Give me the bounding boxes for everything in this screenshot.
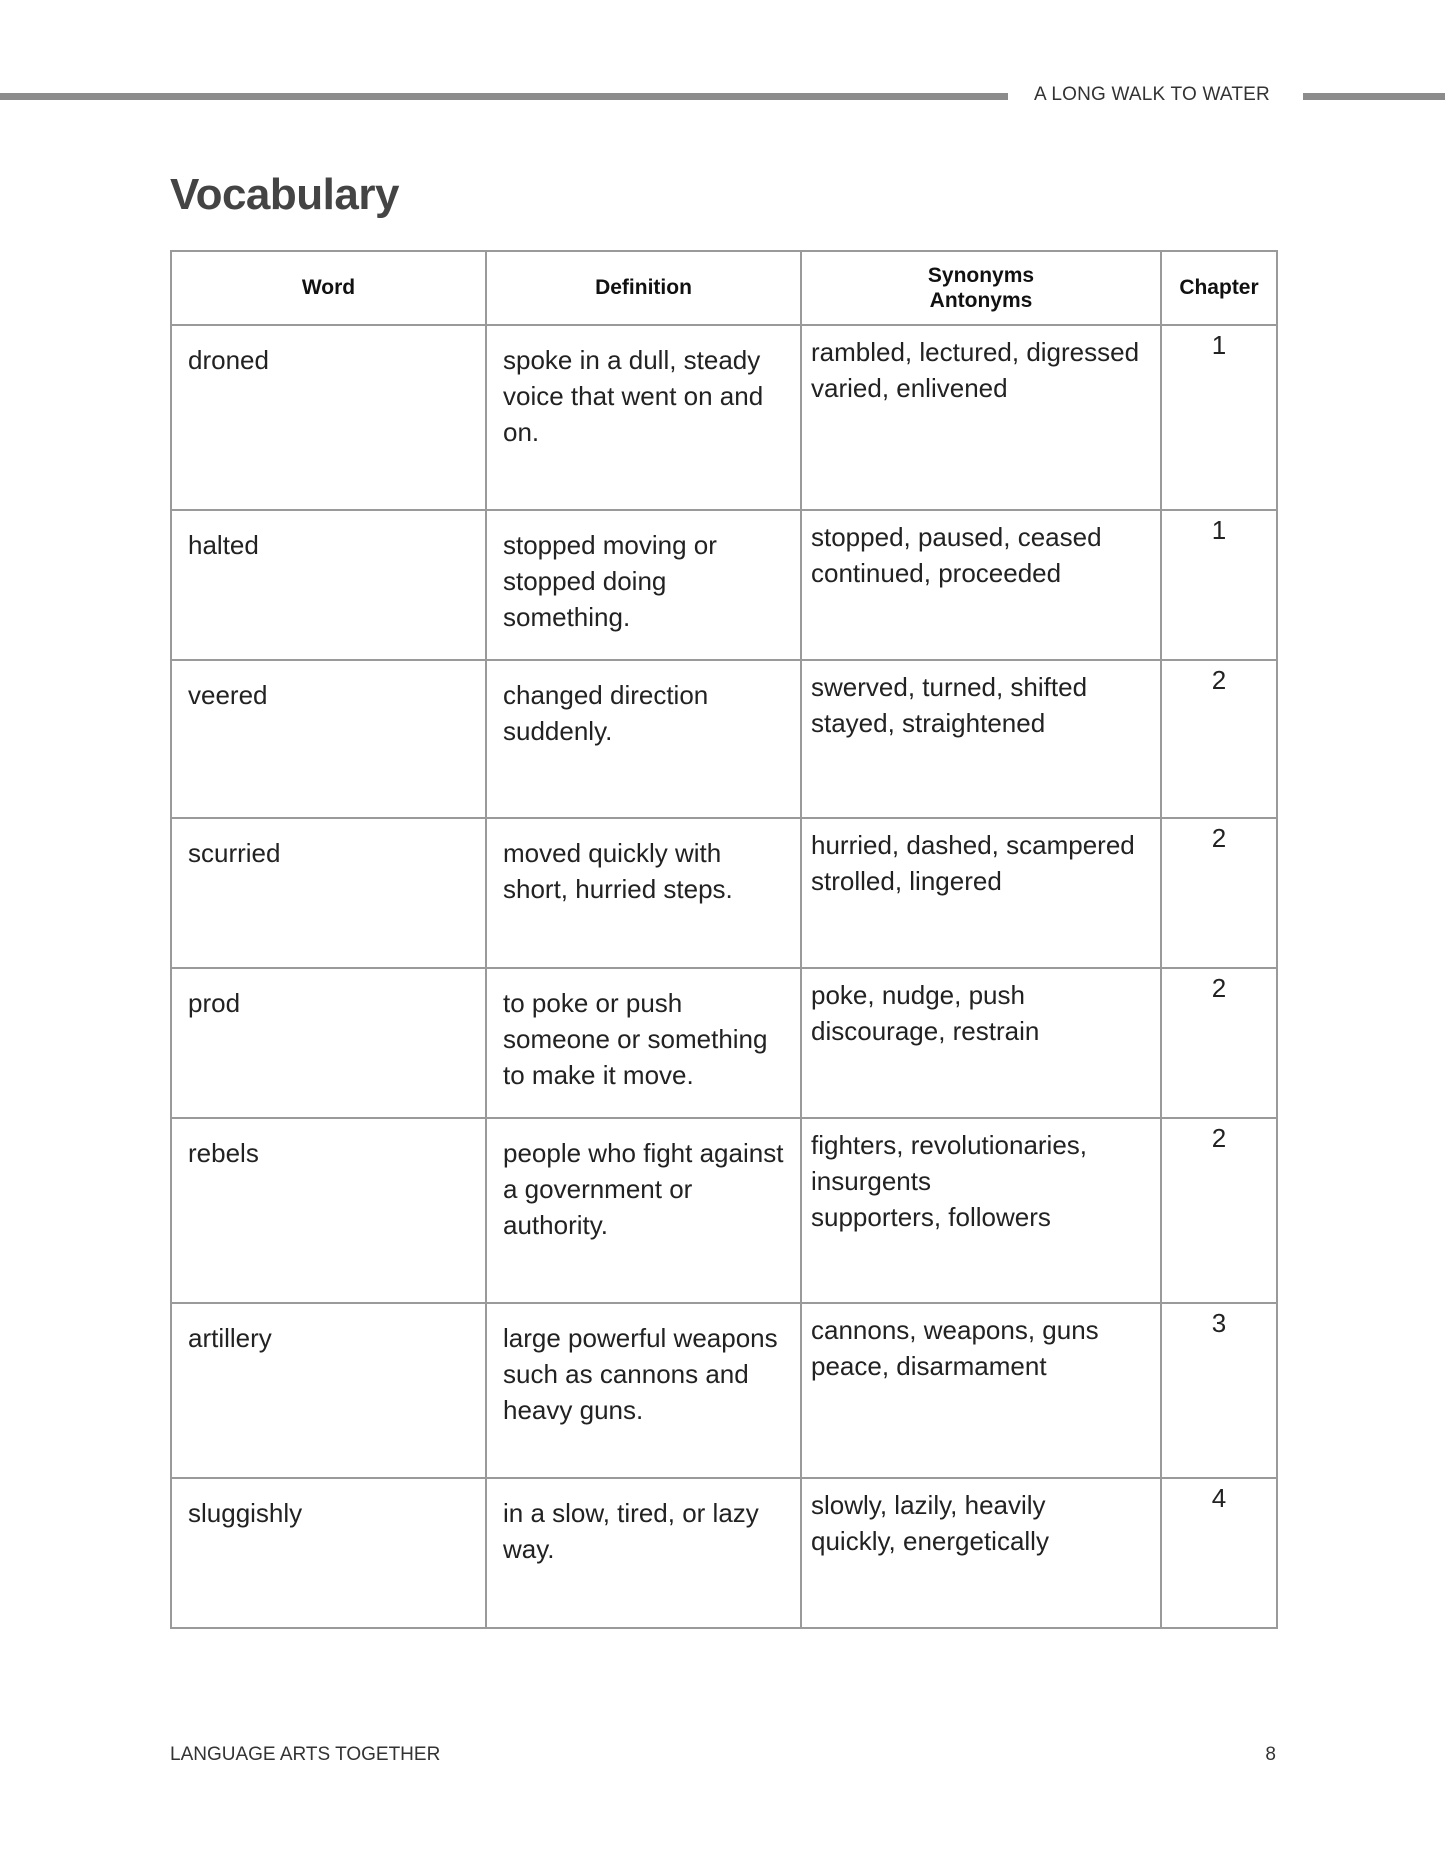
synonyms: swerved, turned, shifted bbox=[811, 672, 1088, 702]
synonyms-antonyms-cell bbox=[801, 325, 1161, 510]
vocabulary-table bbox=[170, 250, 1278, 1629]
antonyms: stayed, straightened bbox=[811, 708, 1046, 738]
definition-cell: people who fight against a government or authority. bbox=[486, 1118, 801, 1303]
synonyms: fighters, revolutionaries, insurgents bbox=[811, 1130, 1088, 1196]
chapter-cell: 4 bbox=[1161, 1478, 1277, 1628]
synonyms-antonyms-cell bbox=[801, 1118, 1161, 1303]
chapter-cell: 2 bbox=[1161, 968, 1277, 1118]
table-row bbox=[171, 1478, 1277, 1628]
synonyms: poke, nudge, push bbox=[811, 980, 1025, 1010]
table-row bbox=[171, 818, 1277, 968]
synonyms-antonyms-cell bbox=[801, 818, 1161, 968]
header-definition: Definition bbox=[486, 251, 801, 325]
table-header-row bbox=[171, 251, 1277, 325]
word-cell: sluggishly bbox=[171, 1478, 486, 1628]
chapter-cell: 2 bbox=[1161, 660, 1277, 818]
synonyms-antonyms-cell bbox=[801, 968, 1161, 1118]
header-synonyms-antonyms bbox=[801, 251, 1161, 325]
synonyms: stopped, paused, ceased bbox=[811, 522, 1102, 552]
header-word: Word bbox=[171, 251, 486, 325]
header-rule-left bbox=[0, 93, 1008, 100]
word-cell: artillery bbox=[171, 1303, 486, 1478]
table-row bbox=[171, 660, 1277, 818]
word-cell: prod bbox=[171, 968, 486, 1118]
synonyms-antonyms-cell bbox=[801, 510, 1161, 660]
synonyms: rambled, lectured, digressed bbox=[811, 337, 1140, 367]
header-rule-right bbox=[1303, 93, 1445, 100]
table-row bbox=[171, 510, 1277, 660]
synonyms-antonyms-cell bbox=[801, 1478, 1161, 1628]
definition-cell: changed direction suddenly. bbox=[486, 660, 801, 818]
antonyms: supporters, followers bbox=[811, 1202, 1051, 1232]
page-title: Vocabulary bbox=[170, 170, 399, 219]
synonyms-antonyms-cell bbox=[801, 1303, 1161, 1478]
table-row bbox=[171, 968, 1277, 1118]
header-synonyms: Synonyms bbox=[927, 263, 1035, 287]
chapter-cell: 2 bbox=[1161, 818, 1277, 968]
header-antonyms: Antonyms bbox=[929, 289, 1033, 312]
synonyms: cannons, weapons, guns bbox=[811, 1315, 1099, 1345]
chapter-cell: 1 bbox=[1161, 510, 1277, 660]
antonyms: continued, proceeded bbox=[811, 558, 1062, 588]
word-cell: rebels bbox=[171, 1118, 486, 1303]
chapter-cell: 3 bbox=[1161, 1303, 1277, 1478]
antonyms: discourage, restrain bbox=[811, 1016, 1040, 1046]
synonyms: slowly, lazily, heavily bbox=[811, 1490, 1046, 1520]
antonyms: strolled, lingered bbox=[811, 866, 1002, 896]
page-number: 8 bbox=[1265, 1744, 1276, 1765]
antonyms: quickly, energetically bbox=[811, 1526, 1049, 1556]
table-row bbox=[171, 325, 1277, 510]
table-row bbox=[171, 1118, 1277, 1303]
synonyms: hurried, dashed, scampered bbox=[811, 830, 1135, 860]
word-cell: halted bbox=[171, 510, 486, 660]
table-row bbox=[171, 1303, 1277, 1478]
synonyms-antonyms-cell bbox=[801, 660, 1161, 818]
definition-cell: in a slow, tired, or lazy way. bbox=[486, 1478, 801, 1628]
definition-cell: stopped moving or stopped doing something. bbox=[486, 510, 801, 660]
definition-cell: spoke in a dull, steady voice that went on and on. bbox=[486, 325, 801, 510]
running-head: A LONG WALK TO WATER bbox=[1034, 84, 1270, 105]
word-cell: scurried bbox=[171, 818, 486, 968]
definition-cell: large powerful weapons such as cannons and heavy guns. bbox=[486, 1303, 801, 1478]
antonyms: peace, disarmament bbox=[811, 1351, 1047, 1381]
footer-book-title: LANGUAGE ARTS TOGETHER bbox=[170, 1744, 441, 1765]
header-chapter: Chapter bbox=[1161, 251, 1277, 325]
antonyms: varied, enlivened bbox=[811, 373, 1008, 403]
chapter-cell: 2 bbox=[1161, 1118, 1277, 1303]
definition-cell: moved quickly with short, hurried steps. bbox=[486, 818, 801, 968]
word-cell: droned bbox=[171, 325, 486, 510]
chapter-cell: 1 bbox=[1161, 325, 1277, 510]
word-cell: veered bbox=[171, 660, 486, 818]
definition-cell: to poke or push someone or something to make it move. bbox=[486, 968, 801, 1118]
